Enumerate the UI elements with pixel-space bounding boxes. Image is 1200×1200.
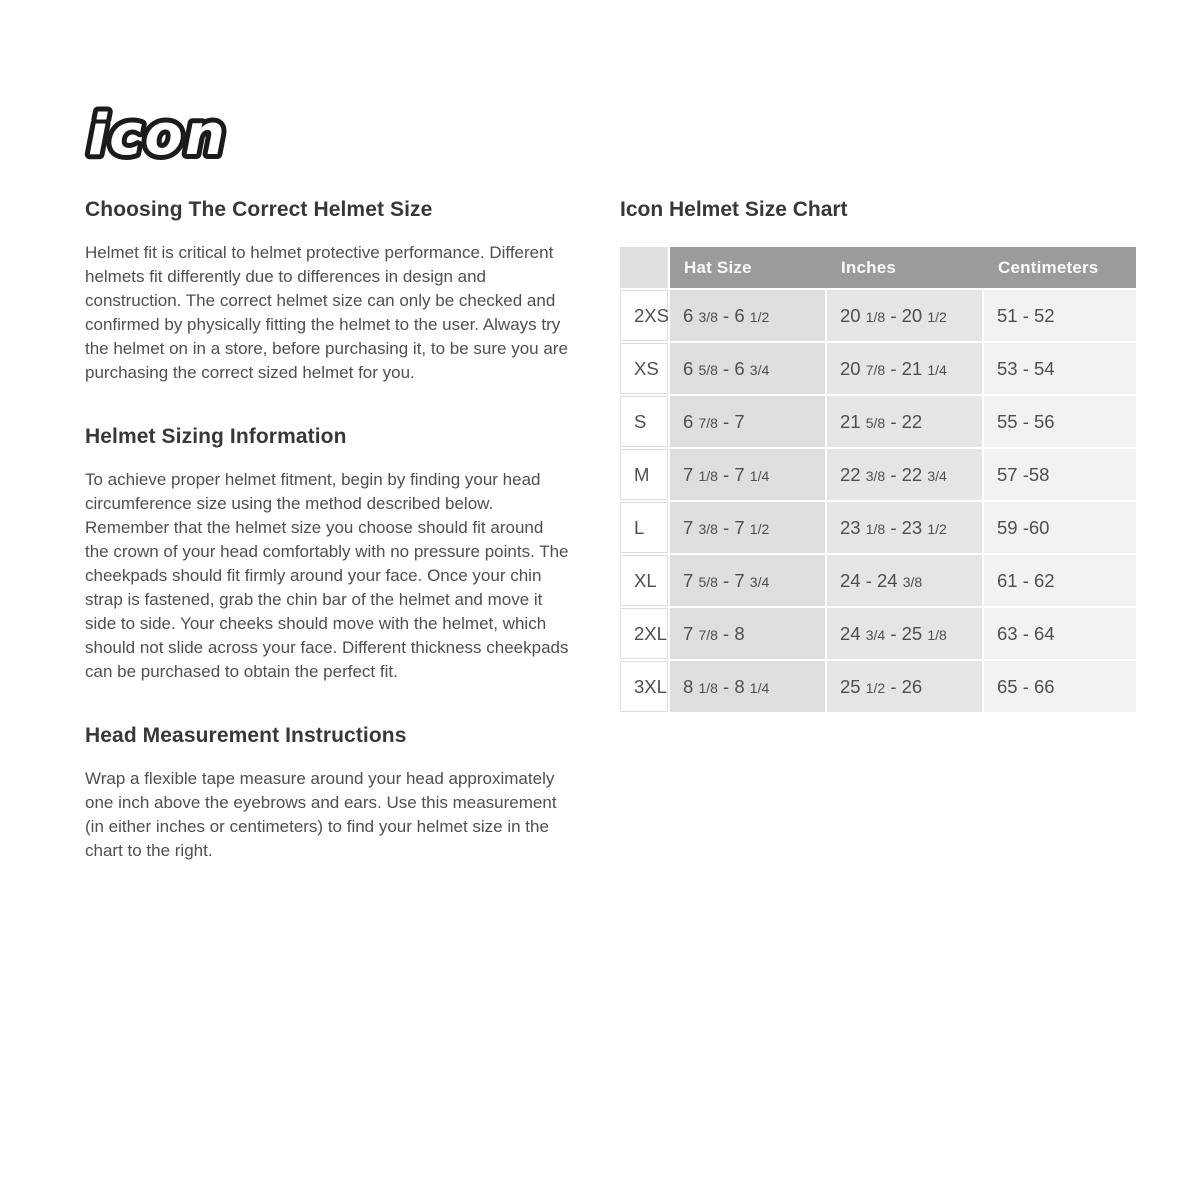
section-body: To achieve proper helmet fitment, begin by finding your head circumference size using the method described below. Remember that the helmet size you choose should fit around the crown of your head comfortably with no pressure points. The cheekpads should fit firmly around your face. Once your chin strap is fastened, grab the chin bar of the helmet and move it side to side. Your cheeks should move with the helmet, which should not slide across your face. Different thickness cheekpads can be purchased to obtain the perfect fit. bbox=[85, 470, 569, 681]
section-heading: Helmet Sizing Information bbox=[85, 425, 347, 448]
section-measurement-instructions bbox=[85, 722, 569, 863]
table-row bbox=[620, 608, 1136, 659]
section-heading: Choosing The Correct Helmet Size bbox=[85, 198, 433, 221]
section-heading: Head Measurement Instructions bbox=[85, 724, 407, 747]
hat-size-value: 7 7/8 - 8 bbox=[670, 608, 825, 659]
header-cell-blank bbox=[620, 247, 668, 288]
size-label: 2XS bbox=[620, 290, 668, 341]
centimeters-value: 53 - 54 bbox=[984, 343, 1136, 394]
size-chart-table bbox=[618, 245, 1138, 714]
size-label: S bbox=[620, 396, 668, 447]
centimeters-value: 61 - 62 bbox=[984, 555, 1136, 606]
inches-value: 20 7/8 - 21 1/4 bbox=[827, 343, 982, 394]
table-row bbox=[620, 290, 1136, 341]
size-chart-column bbox=[620, 196, 1130, 714]
table-row bbox=[620, 661, 1136, 712]
hat-size-value: 7 3/8 - 7 1/2 bbox=[670, 502, 825, 553]
section-choosing-helmet-size bbox=[85, 196, 569, 385]
inches-value: 24 - 24 3/8 bbox=[827, 555, 982, 606]
header-cell-hat-size: Hat Size bbox=[670, 247, 825, 288]
centimeters-value: 63 - 64 bbox=[984, 608, 1136, 659]
table-row bbox=[620, 396, 1136, 447]
hat-size-value: 7 1/8 - 7 1/4 bbox=[670, 449, 825, 500]
icon-logo bbox=[82, 100, 322, 170]
table-row bbox=[620, 449, 1136, 500]
section-body: Wrap a flexible tape measure around your head approximately one inch above the eyebrows and ears. Use this measurement (in either inches or centimeters) to find your helmet size in the chart to the right. bbox=[85, 769, 557, 860]
inches-value: 23 1/8 - 23 1/2 bbox=[827, 502, 982, 553]
hat-size-value: 6 7/8 - 7 bbox=[670, 396, 825, 447]
centimeters-value: 55 - 56 bbox=[984, 396, 1136, 447]
size-label: 2XL bbox=[620, 608, 668, 659]
hat-size-value: 6 3/8 - 6 1/2 bbox=[670, 290, 825, 341]
centimeters-value: 57 -58 bbox=[984, 449, 1136, 500]
size-label: M bbox=[620, 449, 668, 500]
centimeters-value: 51 - 52 bbox=[984, 290, 1136, 341]
section-body: Helmet fit is critical to helmet protective performance. Different helmets fit differently due to differences in design and construction. The correct helmet size can only be checked and confirmed by physically fitting the helmet to the user. Always try the helmet on in a store, before purchasing it, to be sure you are purchasing the correct sized helmet for you. bbox=[85, 243, 568, 382]
hat-size-value: 7 5/8 - 7 3/4 bbox=[670, 555, 825, 606]
info-column bbox=[85, 196, 569, 863]
table-header-row bbox=[620, 247, 1136, 288]
hat-size-value: 6 5/8 - 6 3/4 bbox=[670, 343, 825, 394]
hat-size-value: 8 1/8 - 8 1/4 bbox=[670, 661, 825, 712]
table-row bbox=[620, 343, 1136, 394]
table-row bbox=[620, 502, 1136, 553]
size-label: XS bbox=[620, 343, 668, 394]
size-label: L bbox=[620, 502, 668, 553]
size-label: 3XL bbox=[620, 661, 668, 712]
header-cell-inches: Inches bbox=[827, 247, 982, 288]
header-cell-centimeters: Centimeters bbox=[984, 247, 1136, 288]
centimeters-value: 59 -60 bbox=[984, 502, 1136, 553]
size-label: XL bbox=[620, 555, 668, 606]
inches-value: 24 3/4 - 25 1/8 bbox=[827, 608, 982, 659]
centimeters-value: 65 - 66 bbox=[984, 661, 1136, 712]
brand-logo bbox=[82, 100, 322, 170]
section-sizing-information bbox=[85, 423, 569, 684]
inches-value: 20 1/8 - 20 1/2 bbox=[827, 290, 982, 341]
inches-value: 22 3/8 - 22 3/4 bbox=[827, 449, 982, 500]
inches-value: 21 5/8 - 22 bbox=[827, 396, 982, 447]
inches-value: 25 1/2 - 26 bbox=[827, 661, 982, 712]
table-row bbox=[620, 555, 1136, 606]
size-chart-title: Icon Helmet Size Chart bbox=[620, 198, 848, 221]
icon-logo-text: icon bbox=[88, 103, 227, 168]
